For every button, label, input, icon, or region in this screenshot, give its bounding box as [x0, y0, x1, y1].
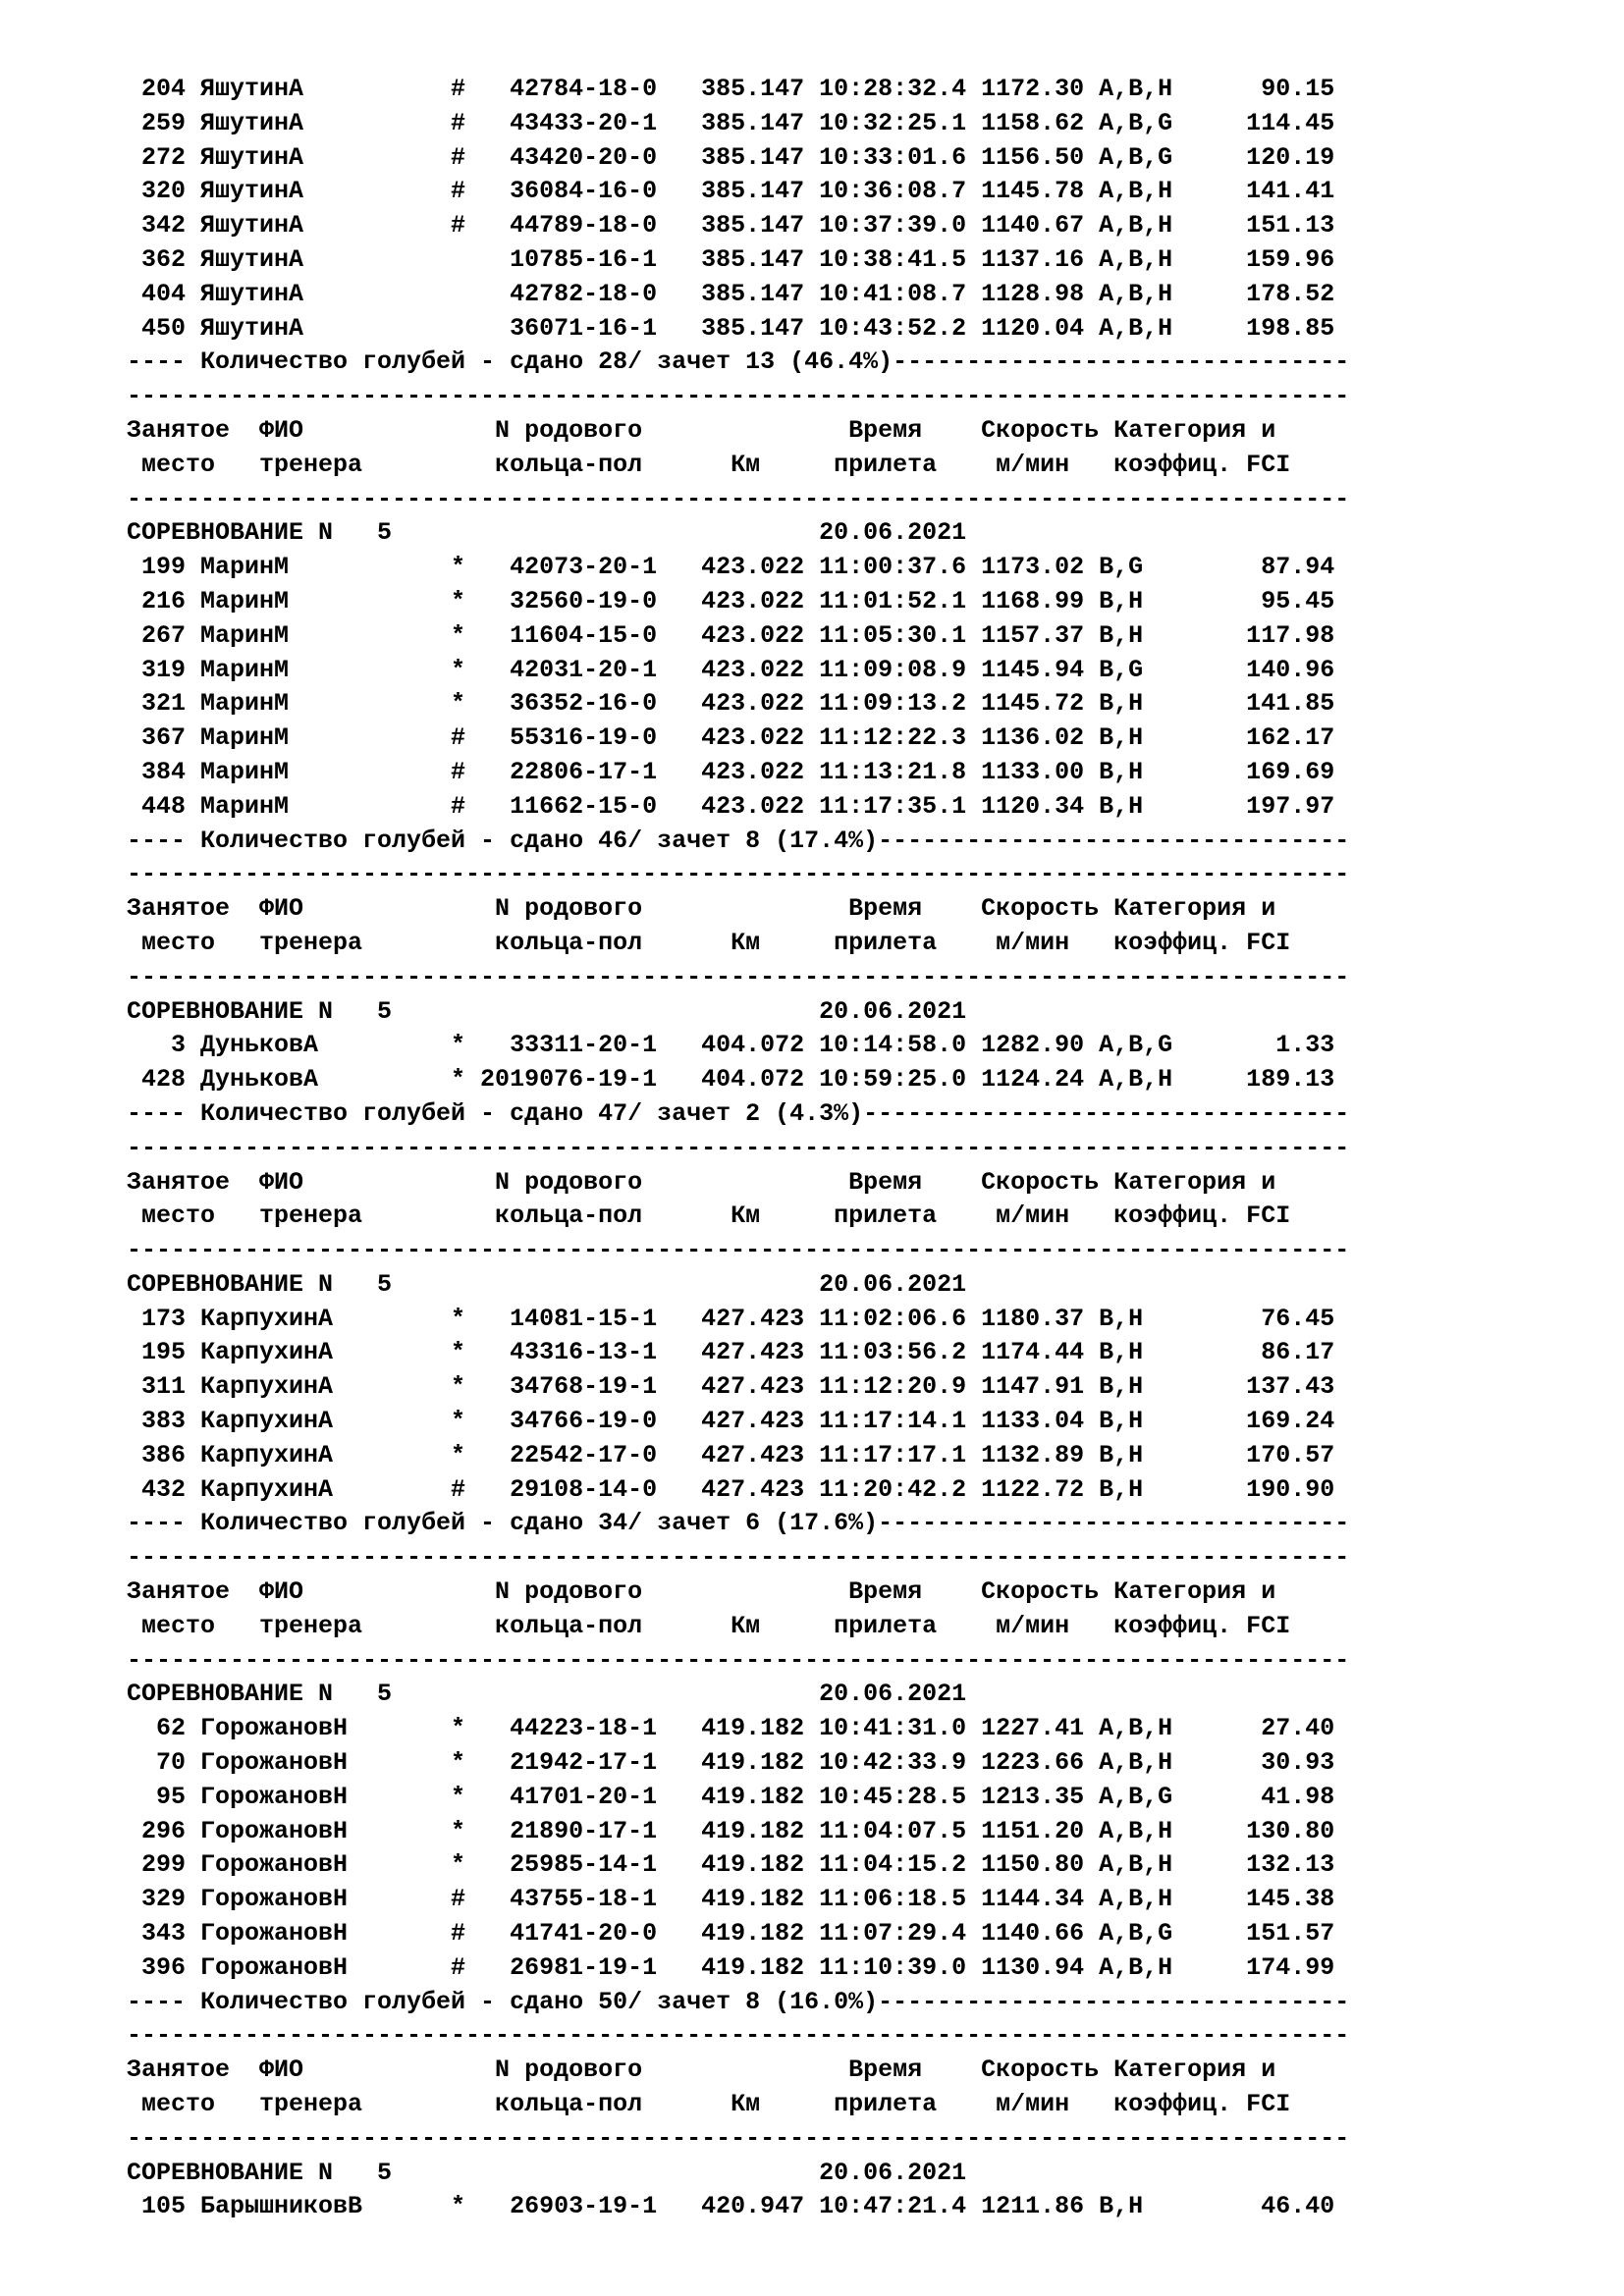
column-header-row-2: место тренера кольца-пол Км прилета м/мин коэффиц. FCI: [127, 450, 1291, 479]
separator-line: -----------------------------------------------------------------------------------: [127, 484, 1350, 513]
column-header-row-1: Занятое ФИО N родового Время Скорость Категория и: [127, 1167, 1276, 1197]
summary-line: ---- Количество голубей - сдано 28/ зачет 13 (46.4%)-------------------------------: [127, 347, 1350, 377]
separator-line: -----------------------------------------------------------------------------------: [127, 2123, 1350, 2153]
column-header-row-1: Занятое ФИО N родового Время Скорость Категория и: [127, 894, 1276, 924]
data-row: 432 КарпухинА # 29108-14-0 427.423 11:20:42.2 1122.72 B,H 190.90: [127, 1474, 1335, 1504]
competition-title: СОРЕВНОВАНИЕ N 5 20.06.2021: [127, 996, 967, 1026]
separator-line: -----------------------------------------------------------------------------------: [127, 1133, 1350, 1162]
data-row: 267 МаринМ * 11604-15-0 423.022 11:05:30.1 1157.37 B,H 117.98: [127, 620, 1335, 650]
data-row: 343 ГорожановН # 41741-20-0 419.182 11:07:29.4 1140.66 A,B,G 151.57: [127, 1919, 1335, 1949]
data-row: 384 МаринМ # 22806-17-1 423.022 11:13:21.8 1133.00 B,H 169.69: [127, 757, 1335, 786]
data-row: 320 ЯшутинА # 36084-16-0 385.147 10:36:08.7 1145.78 A,B,H 141.41: [127, 177, 1335, 206]
column-header-row-1: Занятое ФИО N родового Время Скорость Категория и: [127, 2056, 1276, 2085]
summary-line: ---- Количество голубей - сдано 34/ зачет 6 (17.6%)--------------------------------: [127, 1509, 1350, 1538]
data-row: 321 МаринМ * 36352-16-0 423.022 11:09:13.2 1145.72 B,H 141.85: [127, 689, 1335, 719]
data-row: 329 ГорожановН # 43755-18-1 419.182 11:06:18.5 1144.34 A,B,H 145.38: [127, 1885, 1335, 1914]
separator-line: -----------------------------------------------------------------------------------: [127, 962, 1350, 991]
separator-line: -----------------------------------------------------------------------------------: [127, 1236, 1350, 1265]
results-report: [127, 73, 1349, 2224]
column-header-row-2: место тренера кольца-пол Км прилета м/мин коэффиц. FCI: [127, 1201, 1291, 1231]
data-row: 70 ГорожановН * 21942-17-1 419.182 10:42:33.9 1223.66 A,B,H 30.93: [127, 1748, 1335, 1778]
separator-line: -----------------------------------------------------------------------------------: [127, 1645, 1350, 1675]
separator-line: -----------------------------------------------------------------------------------: [127, 860, 1350, 889]
competition-title: СОРЕВНОВАНИЕ N 5 20.06.2021: [127, 2158, 967, 2187]
separator-line: -----------------------------------------------------------------------------------: [127, 1543, 1350, 1573]
separator-line: -----------------------------------------------------------------------------------: [127, 382, 1350, 411]
data-row: 450 ЯшутинА 36071-16-1 385.147 10:43:52.2 1120.04 A,B,H 198.85: [127, 313, 1335, 343]
separator-line: -----------------------------------------------------------------------------------: [127, 2021, 1350, 2051]
data-row: 259 ЯшутинА # 43433-20-1 385.147 10:32:25.1 1158.62 A,B,G 114.45: [127, 108, 1335, 137]
data-row: 448 МаринМ # 11662-15-0 423.022 11:17:35.1 1120.34 B,H 197.97: [127, 791, 1335, 821]
data-row: 296 ГорожановН * 21890-17-1 419.182 11:04:07.5 1151.20 A,B,H 130.80: [127, 1816, 1335, 1845]
data-row: 396 ГорожановН # 26981-19-1 419.182 11:10:39.0 1130.94 A,B,H 174.99: [127, 1952, 1335, 1982]
data-row: 105 БарышниковВ * 26903-19-1 420.947 10:47:21.4 1211.86 B,H 46.40: [127, 2192, 1335, 2221]
column-header-row-1: Занятое ФИО N родового Время Скорость Категория и: [127, 1577, 1276, 1607]
data-row: 428 ДуньковА * 2019076-19-1 404.072 10:59:25.0 1124.24 A,B,H 189.13: [127, 1065, 1335, 1095]
data-row: 95 ГорожановН * 41701-20-1 419.182 10:45:28.5 1213.35 A,B,G 41.98: [127, 1782, 1335, 1811]
data-row: 299 ГорожановН * 25985-14-1 419.182 11:04:15.2 1150.80 A,B,H 132.13: [127, 1850, 1335, 1880]
data-row: 342 ЯшутинА # 44789-18-0 385.147 10:37:39.0 1140.67 A,B,H 151.13: [127, 211, 1335, 240]
summary-line: ---- Количество голубей - сдано 46/ зачет 8 (17.4%)--------------------------------: [127, 826, 1350, 855]
data-row: 367 МаринМ # 55316-19-0 423.022 11:12:22.3 1136.02 B,H 162.17: [127, 723, 1335, 753]
data-row: 173 КарпухинА * 14081-15-1 427.423 11:02:06.6 1180.37 B,H 76.45: [127, 1304, 1335, 1333]
data-row: 311 КарпухинА * 34768-19-1 427.423 11:12:20.9 1147.91 B,H 137.43: [127, 1372, 1335, 1402]
data-row: 199 МаринМ * 42073-20-1 423.022 11:00:37.6 1173.02 B,G 87.94: [127, 553, 1335, 582]
data-row: 404 ЯшутинА 42782-18-0 385.147 10:41:08.7 1128.98 A,B,H 178.52: [127, 279, 1335, 308]
data-row: 3 ДуньковА * 33311-20-1 404.072 10:14:58.0 1282.90 A,B,G 1.33: [127, 1031, 1335, 1060]
summary-line: ---- Количество голубей - сдано 47/ зачет 2 (4.3%)---------------------------------: [127, 1098, 1350, 1128]
data-row: 272 ЯшутинА # 43420-20-0 385.147 10:33:01.6 1156.50 A,B,G 120.19: [127, 142, 1335, 172]
data-row: 216 МаринМ * 32560-19-0 423.022 11:01:52.1 1168.99 B,H 95.45: [127, 586, 1335, 615]
column-header-row-1: Занятое ФИО N родового Время Скорость Категория и: [127, 415, 1276, 445]
column-header-row-2: место тренера кольца-пол Км прилета м/мин коэффиц. FCI: [127, 928, 1291, 957]
data-row: 62 ГорожановН * 44223-18-1 419.182 10:41:31.0 1227.41 A,B,H 27.40: [127, 1714, 1335, 1743]
column-header-row-2: место тренера кольца-пол Км прилета м/мин коэффиц. FCI: [127, 1611, 1291, 1640]
column-header-row-2: место тренера кольца-пол Км прилета м/мин коэффиц. FCI: [127, 2090, 1291, 2119]
summary-line: ---- Количество голубей - сдано 50/ зачет 8 (16.0%)--------------------------------: [127, 1987, 1350, 2016]
data-row: 362 ЯшутинА 10785-16-1 385.147 10:38:41.5 1137.16 A,B,H 159.96: [127, 244, 1335, 274]
competition-title: СОРЕВНОВАНИЕ N 5 20.06.2021: [127, 1269, 967, 1299]
competition-title: СОРЕВНОВАНИЕ N 5 20.06.2021: [127, 1680, 967, 1709]
data-row: 383 КарпухинА * 34766-19-0 427.423 11:17:14.1 1133.04 B,H 169.24: [127, 1407, 1335, 1436]
data-row: 319 МаринМ * 42031-20-1 423.022 11:09:08.9 1145.94 B,G 140.96: [127, 655, 1335, 684]
data-row: 204 ЯшутинА # 42784-18-0 385.147 10:28:32.4 1172.30 A,B,H 90.15: [127, 75, 1335, 103]
data-row: 195 КарпухинА * 43316-13-1 427.423 11:03:56.2 1174.44 B,H 86.17: [127, 1338, 1335, 1367]
competition-title: СОРЕВНОВАНИЕ N 5 20.06.2021: [127, 518, 967, 548]
data-row: 386 КарпухинА * 22542-17-0 427.423 11:17:17.1 1132.89 B,H 170.57: [127, 1440, 1335, 1469]
